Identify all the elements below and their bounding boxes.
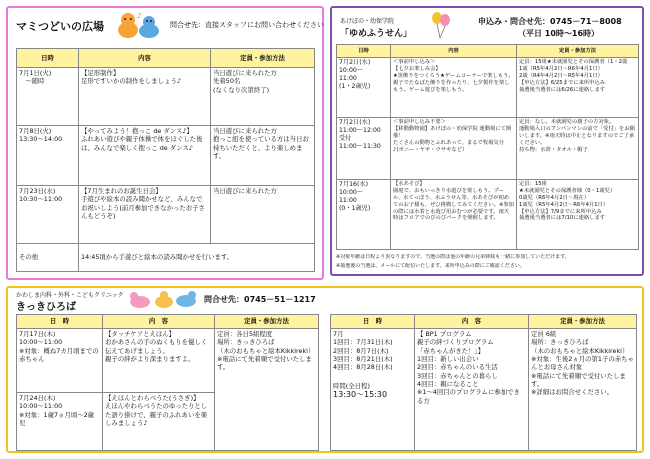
- mamitsudoi-table: [16, 48, 315, 272]
- kikki-contact: 問合せ先：0745－51－1217: [204, 295, 316, 304]
- table-row: [17, 126, 315, 186]
- col-header-method: 定員・参加方法: [215, 315, 319, 329]
- col-header-content: 内容: [79, 49, 211, 68]
- yume-contact-hours: （平日 10時～16時）: [518, 29, 600, 38]
- event-method: 当日遊びに来られた方 先着50名 (なくなり次第終了): [211, 68, 315, 126]
- event-method: 定員：なし。未就園児の親子の方対象。 運動場入口のアンパンマンの前で「受付」をお願いします。※雨天時は中止となりますのでご了承ください。 持ち物：水筒・タオル・帽子: [517, 118, 639, 180]
- event-content: ＜事前申し込み不要＞ 【移動動物園】あけぼの・幼保学院 運動場にて開催！ たくさんの動物とふれあって、まるで牧場気分♪(ポニー・ヤギ・ウサギなど）: [391, 118, 517, 180]
- event-content: ＜事前申し込み＞ 【七夕お楽しみ会】 ★笹飾りをつくろう★ゲームコーナーで楽しもう。 親子でたなばた飾りを作ったり、七夕製作を楽しもう。ゲーム遊びを楽しもう。: [391, 58, 517, 118]
- table-row: [17, 329, 319, 393]
- col-header-content: 内 容: [103, 315, 215, 329]
- svg-text:♪: ♪: [137, 12, 142, 20]
- event-date: 7月17日(木) 10:00～11:00 ※対象：概ね7カ月頃までの赤ちゃん: [17, 329, 103, 393]
- event-content: 【タッチケアとえほん】 おかあさんの手のぬくもりを優しく伝えてあげましょう。 親子の絆がより深まりますよ。: [103, 329, 215, 393]
- col-header-method: 定員・参加方法: [211, 49, 315, 68]
- event-content: 【足形制作】 足形ですいかの制作をしましょう♪: [79, 68, 211, 126]
- bpi-date-2: 2回目：8月7日(木): [333, 346, 389, 355]
- event-date: 7月24日(木) 10:00～11:00 ※対象：1歳7ヵ月頃～2歳児: [17, 393, 103, 451]
- event-method: 定員 6組 場所：きっきひろば （木のおもちゃと絵本Kikkireki） ※対象：生後2ヵ月の第1子の赤ちゃんとお母さん対象 ※電話にて先着順で受付いたします。 ※詳細はお問合せください。: [529, 329, 637, 451]
- bpi-date-3: 3回目：8月21日(木): [333, 354, 393, 363]
- animals-illustration-icon: [128, 288, 198, 310]
- event-content: 【7月生まれのお誕生日会】 手遊びや絵本の読み聞かせなど、みんなでお祝いしよう(前月参加できなかったお子さんもどうぞ): [79, 186, 211, 244]
- col-header-content: 内 容: [415, 315, 529, 329]
- event-content: 【水あそび】 園庭で、おもいっきり水遊びを楽しもう。プール、水てっぽう、水ふうせん等、水あそびが初めてのお子様も、ぜひ挑戦してみてください。※参加の際には水着と水遊び用おむつが必要です。雨天時はフロアでのびのびパークを開催します。: [391, 180, 517, 250]
- col-header-content: 内容: [391, 45, 517, 58]
- col-header-method: 定員・参加方法: [517, 45, 639, 58]
- col-header-date: 日 時: [331, 315, 415, 329]
- yume-panel: [330, 6, 644, 276]
- bpi-dates: [331, 329, 415, 451]
- table-row: [337, 180, 639, 250]
- table-row: [331, 329, 637, 451]
- event-content: 14:45頃から手遊びと絵本の読み聞かせを行います。: [79, 244, 315, 272]
- event-date: その他: [17, 244, 79, 272]
- table-row: [17, 186, 315, 244]
- event-content: 【やってみよう！抱っこ de ダンス♪】 ふれあい遊びや親子体操で体をほぐした後は、みんなで楽しく抱っこ de ダンス♪: [79, 126, 211, 186]
- event-method: 定員：15組 ★未就園児とその保護者様（0・1歳児） 0歳児（R6年4月2日～現在） 1歳児（R5年4月2日～R6年4月1日） 【申込方法】7/9までに来所申込み 抽選後当選者には7/10に連絡します: [517, 180, 639, 250]
- table-row: [337, 118, 639, 180]
- yume-table: [336, 44, 639, 250]
- bpi-date-4: 4回目：8月28日(木): [333, 363, 393, 372]
- col-header-date: 日 時: [17, 315, 103, 329]
- event-date: 7月16(水) 10:00～ 11:00 (0・1歳児): [337, 180, 391, 250]
- event-method: 定員：各日5組程度 場所：きっきひろば （木のおもちゃと絵本Kikkireki） ※電話にて先着順で受付いたします。: [215, 329, 319, 451]
- bpi-month: 7月: [333, 330, 344, 338]
- balloon-icon: [430, 10, 452, 40]
- mamitsudoi-contact: 問合せ先：直接スタッフにお問い合わせください: [170, 21, 324, 29]
- event-date: 7月1日(火) ～随時: [17, 68, 79, 126]
- yume-note-2: ※抽選後の当選は、メールにて配信いたします。来所申込みの際にご確認ください。: [336, 263, 525, 269]
- table-row: [17, 244, 315, 272]
- table-row: [17, 68, 315, 126]
- bpi-table: [330, 314, 637, 451]
- event-date: 7月2日(水) 11:00～12:00 受付 11:00～11:30: [337, 118, 391, 180]
- yume-title: 「ゆめふうせん」: [340, 29, 413, 39]
- col-header-date: 日時: [337, 45, 391, 58]
- mamitsudoi-title: マミつどいの広場: [16, 20, 104, 33]
- col-header-method: 定員・参加方法: [529, 315, 637, 329]
- yume-note-1: ※対象年齢は日程より異なりますので、当選の際は他の年齢の兄弟姉妹も一緒に参加していただけます。: [336, 254, 570, 260]
- kikki-subtitle: かわしま内科・外科・こどもクリニック: [16, 292, 124, 299]
- kids-illustration-icon: [116, 10, 162, 40]
- event-method: 当日遊びに来られた方 抱っこ紐を使っている方は当日お持ちいただくと、より楽しめます。: [211, 126, 315, 186]
- kikki-table: [16, 314, 319, 451]
- event-content: 【 BP1 プログラム 親子の絆づくりプログラム 「赤ちゃんがきた！」】 1回目：新しい出会い 2回目：赤ちゃんのいる生活 3回目：赤ちゃんとの暮らし 4回目：親になること ※1～4回目のプログラムに参加できる方: [415, 329, 529, 451]
- bpi-time-label: 時間(全日程): [333, 381, 370, 390]
- yume-contact: 申込み・問合せ先：0745－71－8008: [478, 17, 622, 26]
- yume-subtitle: あけぼの・幼保学院: [340, 18, 395, 25]
- event-date: 7月23日(水) 10:30～11:00: [17, 186, 79, 244]
- event-content: 【えほんとわらべうた(うさぎ)】 えほんやわらべうたのゆったりとした語り掛けで、親子のふれあいを楽しみましょう♪: [103, 393, 215, 451]
- col-header-date: 日時: [17, 49, 79, 68]
- bpi-time: 13:30～15:30: [333, 389, 388, 399]
- event-date: 7月8日(火) 13:30～14:00: [17, 126, 79, 186]
- bpi-date-1: 1回目：7月31日(木): [333, 338, 393, 347]
- event-method: 定員：15組★未就園児とその保護者（1・2歳 1歳（R5年4月2日～R6年4月1日） 2歳（R4年4月2日～R5年4月1日） 【申込方法】6/25までに来所申込み 抽選後当選者には6/26に連絡します: [517, 58, 639, 118]
- kikki-title: きっきひろば: [16, 302, 76, 313]
- event-method: 当日遊びに来られた方: [211, 186, 315, 244]
- mamitsudoi-panel: [6, 6, 324, 280]
- kikki-panel: [6, 286, 644, 453]
- event-date: 7月2日(水) 10:00～ 11:00 (1・2歳児): [337, 58, 391, 118]
- table-row: [337, 58, 639, 118]
